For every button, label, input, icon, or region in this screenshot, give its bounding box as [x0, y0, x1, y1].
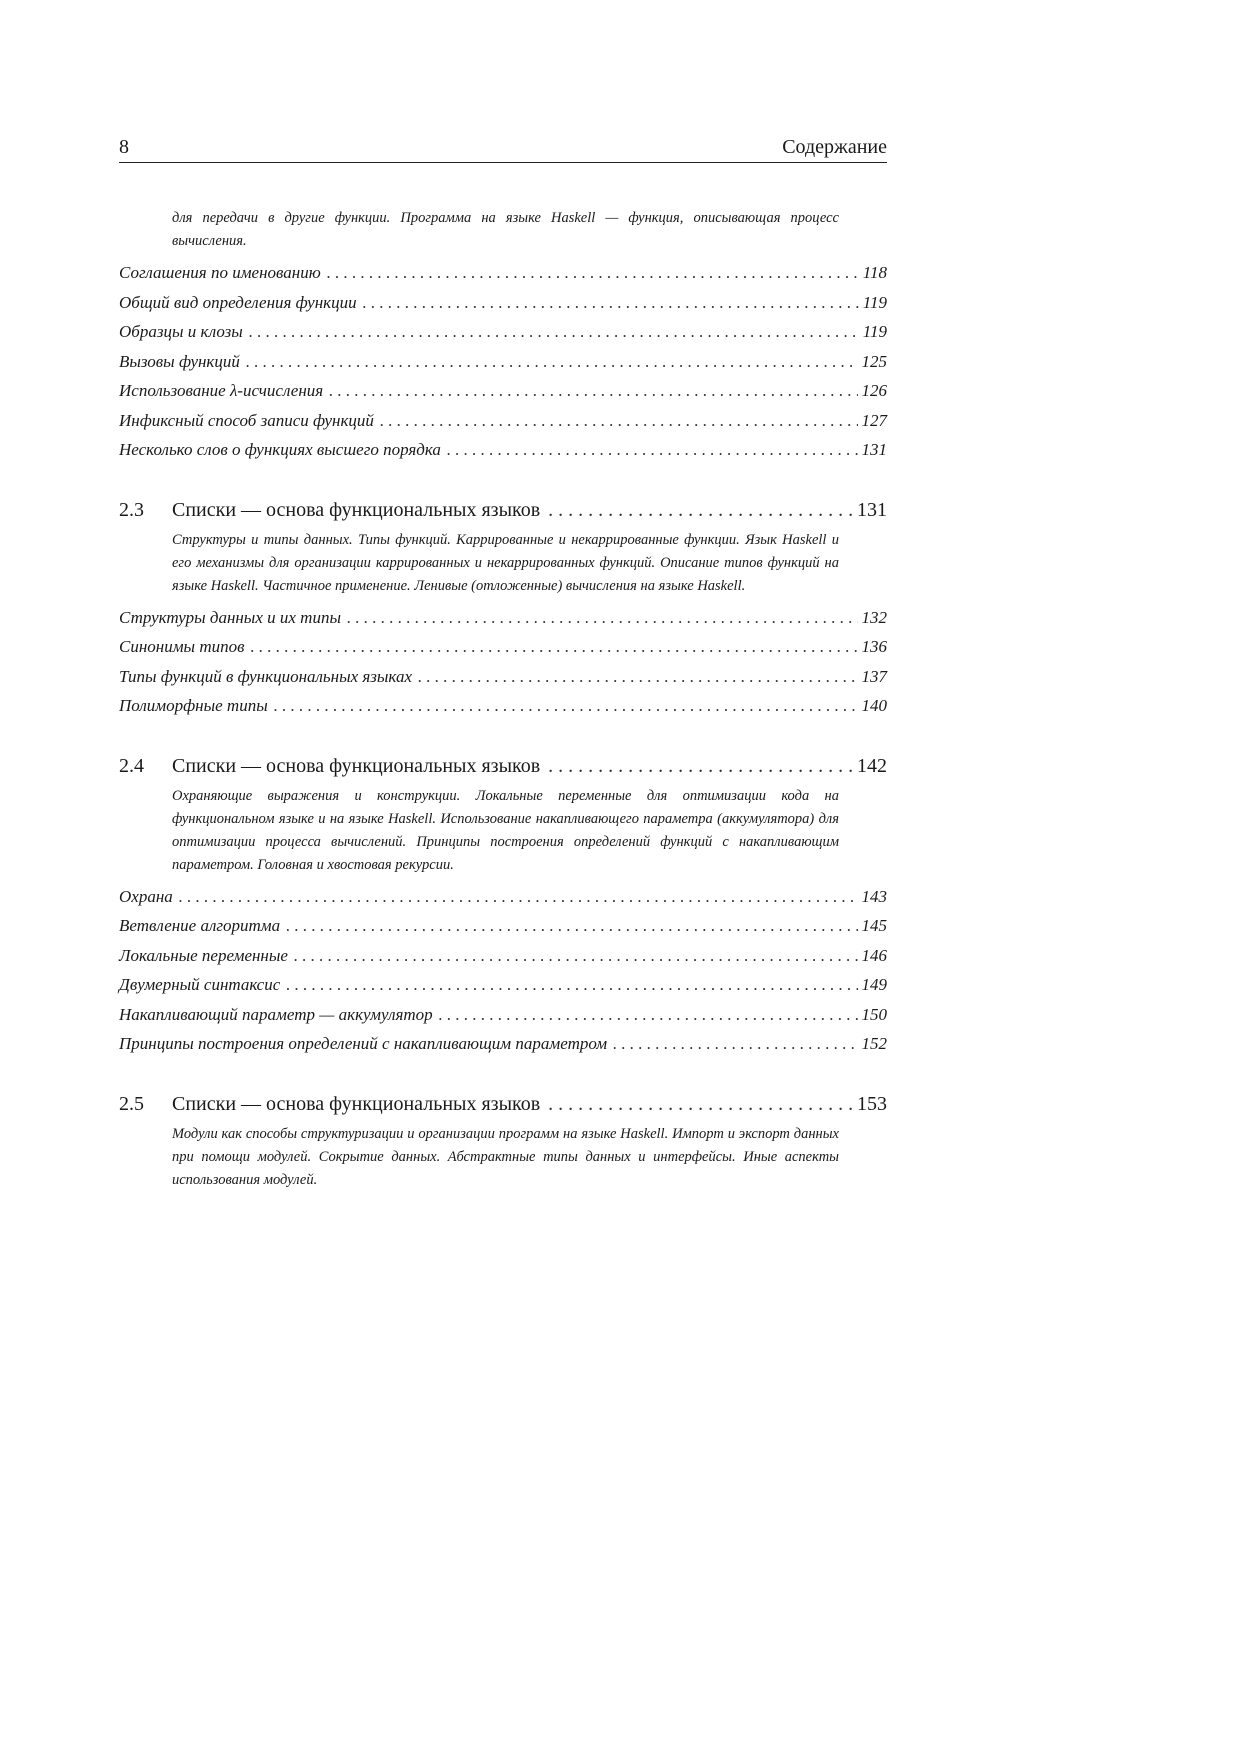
toc-entry-title: Структуры данных и их типы	[119, 607, 341, 627]
toc-entry-title: Использование λ-исчисления	[119, 381, 324, 400]
toc-entry[interactable]	[119, 381, 887, 411]
leader-dots	[274, 696, 858, 716]
section-title: Списки — основа функциональных языков	[172, 1092, 541, 1115]
toc-entry-title: Полиморфные типы	[119, 696, 268, 715]
toc-entry[interactable]	[119, 1005, 887, 1035]
toc-entry[interactable]	[119, 887, 887, 917]
toc-entry-page: 137	[861, 666, 887, 686]
section-page: 142	[857, 754, 887, 777]
section-title: Списки — основа функциональных языков	[172, 498, 541, 521]
toc-entry-page: 152	[861, 1034, 887, 1053]
section-description: Охраняющие выражения и конструкции. Локальные переменные для оптимизации кода на функциональном языке и на языке Haskell. Использование накапливающего параметра (аккумулятора) для оптимизации процесса вычислений. Принципы построения определений функций с накапливающим параметром. Головная и хвостовая рекурсии.	[172, 787, 839, 873]
toc-entry[interactable]	[119, 667, 887, 697]
leader-dots	[548, 754, 853, 778]
toc-entry-page: 126	[861, 381, 887, 400]
leader-dots	[246, 352, 858, 372]
section-number: 2.4	[119, 754, 144, 777]
toc-entry-page: 149	[861, 975, 887, 994]
toc-entry-page: 145	[861, 916, 887, 935]
running-title: Содержание	[782, 136, 887, 158]
section-page: 153	[857, 1092, 887, 1115]
leader-dots	[249, 322, 859, 342]
section-entries	[119, 887, 887, 1064]
toc-entry-page: 119	[862, 292, 887, 312]
leader-dots	[380, 411, 858, 431]
leader-dots	[439, 1005, 858, 1025]
toc-entry-title: Соглашения по именованию	[119, 263, 321, 282]
toc-entry-title: Охрана	[119, 886, 173, 906]
section-heading[interactable]	[119, 754, 887, 778]
leader-dots	[347, 608, 858, 628]
section-number: 2.5	[119, 1092, 144, 1115]
toc-entry-title: Несколько слов о функциях высшего порядка	[119, 440, 441, 459]
intro-entries	[119, 263, 887, 470]
section-description: Модули как способы структуризации и организации программ на языке Haskell. Импорт и экспорт данных при помощи модулей. Сокрытие данных. Абстрактные типы данных и интерфейсы. Иные аспекты использования модулей.	[172, 1125, 839, 1188]
toc-entry-page: 125	[861, 351, 887, 371]
toc-entry-title: Вызовы функций	[119, 351, 240, 371]
toc-entry[interactable]	[119, 975, 887, 1005]
toc-entry-title: Ветвление алгоритма	[119, 916, 281, 935]
toc-entry[interactable]	[119, 263, 887, 293]
section-page: 131	[857, 498, 887, 521]
toc-entry-page: 118	[862, 263, 887, 282]
section-number: 2.3	[119, 498, 144, 521]
leader-dots	[548, 1092, 853, 1116]
section-heading[interactable]	[119, 498, 887, 522]
leader-dots	[447, 440, 858, 460]
leader-dots	[179, 887, 858, 907]
toc-section-2-5	[119, 1092, 887, 1192]
toc-entry-page: 127	[861, 410, 887, 430]
toc-entry[interactable]	[119, 440, 887, 470]
toc-entry[interactable]	[119, 637, 887, 667]
toc-entry-title: Типы функций в функциональных языках	[119, 666, 413, 686]
toc-entry-title: Инфиксный способ записи функций	[119, 410, 374, 430]
running-header	[119, 136, 887, 163]
section-description: Структуры и типы данных. Типы функций. Каррированные и некаррированные функции. Язык Haskell и его механизмы для организации каррированных и некаррированных функций. Описание типов функций на языке Haskell. Частичное применение. Ленивые (отложенные) вычисления на языке Haskell.	[172, 531, 839, 594]
section-title: Списки — основа функциональных языков	[172, 754, 541, 777]
toc-entry[interactable]	[119, 946, 887, 976]
intro-description: для передачи в другие функции. Программа на языке Haskell — функция, описывающая процесс вычисления.	[172, 210, 839, 249]
leader-dots	[327, 263, 859, 283]
toc-entry-page: 143	[861, 886, 887, 906]
toc-entry-page: 131	[861, 440, 887, 459]
toc-entry[interactable]	[119, 352, 887, 382]
toc-entry-page: 132	[861, 607, 887, 627]
toc-entry-page: 119	[862, 322, 887, 341]
section-entries	[119, 608, 887, 726]
leader-dots	[548, 498, 853, 522]
section-heading[interactable]	[119, 1092, 887, 1116]
toc-entry-page: 146	[861, 945, 887, 965]
toc-entry-page: 140	[861, 696, 887, 715]
page-number: 8	[119, 136, 129, 158]
leader-dots	[294, 946, 858, 966]
toc-entry-page: 136	[861, 637, 887, 656]
toc-entry-page: 150	[861, 1004, 887, 1024]
toc-entry-title: Принципы построения определений с накапливающим параметром	[119, 1034, 608, 1053]
toc-entry-title: Локальные переменные	[119, 945, 288, 965]
leader-dots	[418, 667, 857, 687]
toc-entry-title: Двумерный синтаксис	[119, 975, 281, 994]
toc-section-2-4	[119, 754, 887, 1064]
toc-entry[interactable]	[119, 916, 887, 946]
toc-entry[interactable]	[119, 293, 887, 323]
leader-dots	[286, 916, 857, 936]
toc-entry[interactable]	[119, 1034, 887, 1064]
toc-entry-title: Образцы и клозы	[119, 322, 243, 341]
toc-entry-title: Общий вид определения функции	[119, 292, 357, 312]
toc-entry[interactable]	[119, 411, 887, 441]
toc-entry[interactable]	[119, 322, 887, 352]
leader-dots	[363, 293, 859, 313]
leader-dots	[329, 381, 857, 401]
toc-page	[119, 136, 887, 1192]
toc-section-2-3	[119, 498, 887, 726]
toc-entry-title: Накапливающий параметр — аккумулятор	[119, 1004, 433, 1024]
toc-entry[interactable]	[119, 696, 887, 726]
toc-entry[interactable]	[119, 608, 887, 638]
leader-dots	[250, 637, 857, 657]
leader-dots	[286, 975, 857, 995]
toc-entry-title: Синонимы типов	[119, 637, 245, 656]
leader-dots	[613, 1034, 857, 1054]
